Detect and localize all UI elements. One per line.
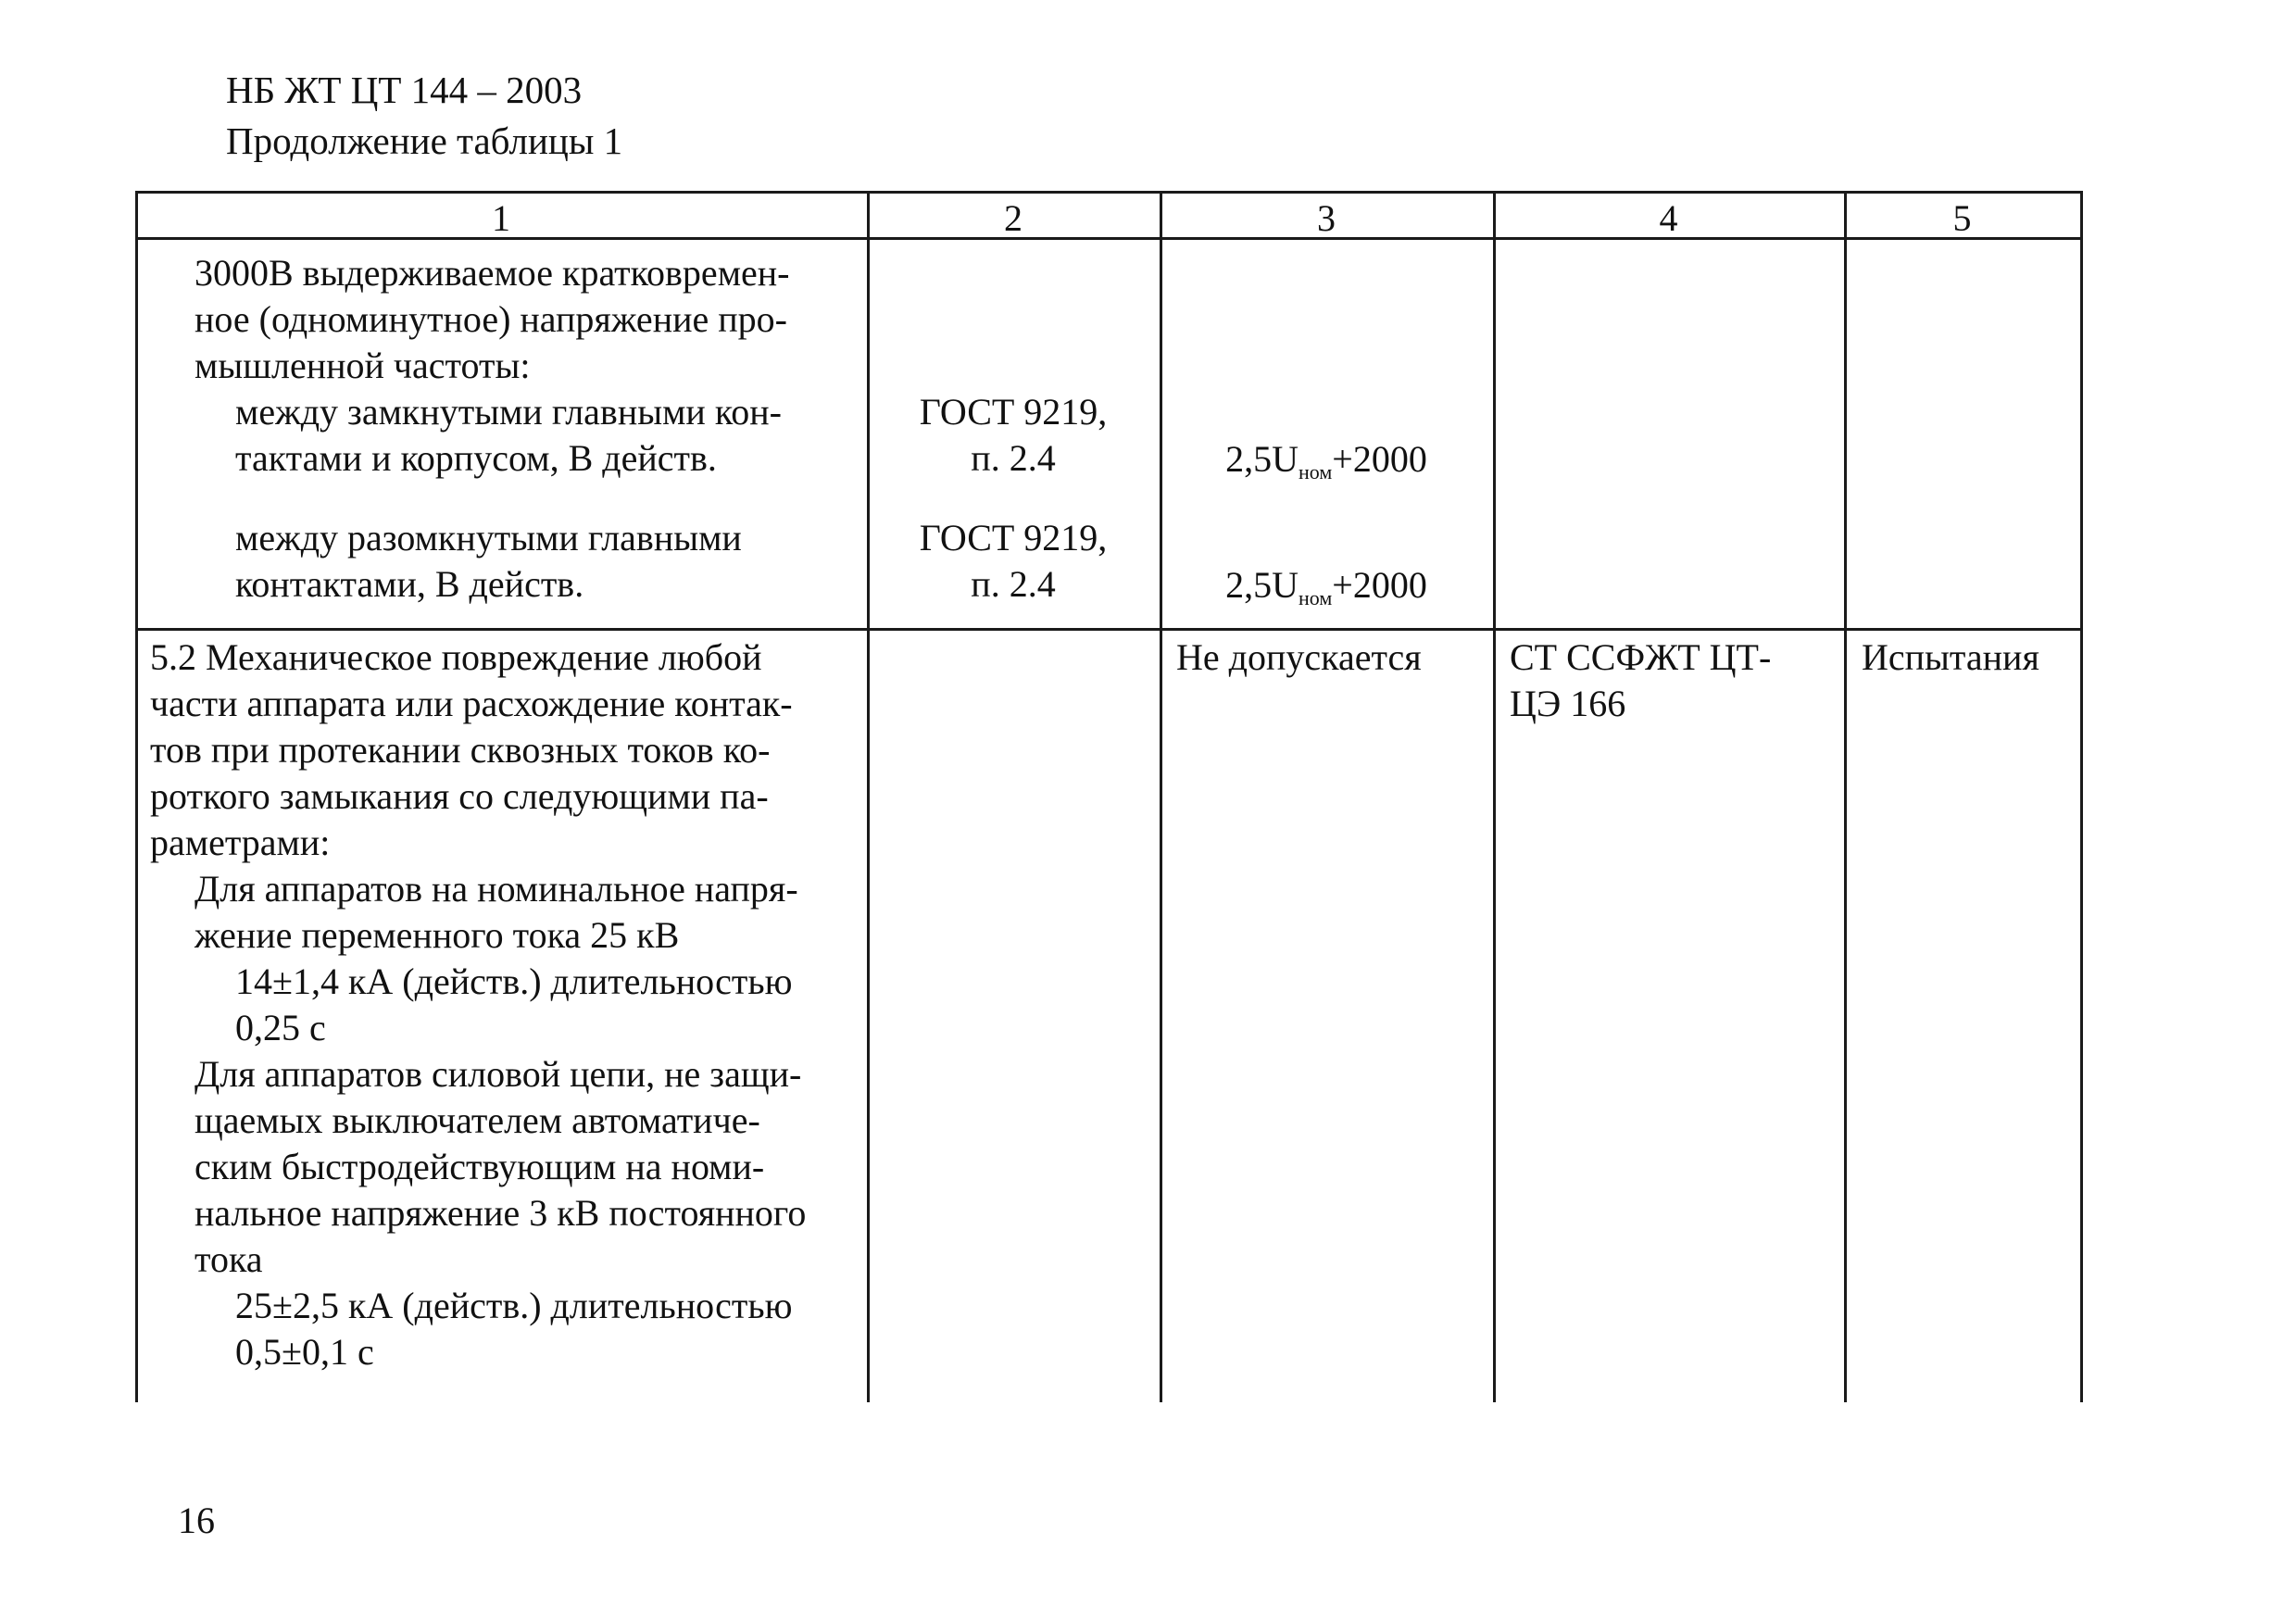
row2-col3-norm: Не допускается — [1176, 636, 1422, 678]
column-number-2: 2 — [1004, 197, 1023, 239]
table-top-border — [135, 191, 2083, 194]
row2-col1-dc-value: 25±2,5 кА (действ.) длительностью 0,5±0,1 с — [235, 1285, 793, 1373]
row1-col3-value-1: $2,5U_{ном}+2000$ — [1225, 438, 1427, 483]
requirements-table — [135, 191, 2083, 1402]
column-number-5: 5 — [1952, 197, 1972, 239]
column-divider-2 — [1160, 191, 1162, 1402]
page-header — [226, 65, 622, 167]
row2-col1-ac-apparatus: Для аппаратов на номинальное напря- жение переменного тока 25 кВ — [194, 868, 798, 956]
row-divider — [135, 628, 2083, 631]
document-code: НБ ЖТ ЦТ 144 – 2003 — [226, 69, 583, 111]
table-continuation-title: Продолжение таблицы 1 — [226, 119, 623, 162]
row1-col3-value-2: $2,5U_{ном}+2000$ — [1225, 564, 1427, 609]
column-number-4: 4 — [1659, 197, 1678, 239]
column-number-3: 3 — [1317, 197, 1336, 239]
column-divider-4 — [1844, 191, 1847, 1402]
row1-col1-item-open-contacts: между разомкнутыми главными контактами, В действ. — [235, 517, 742, 605]
table-left-border — [135, 191, 138, 1402]
row2-col1-description: 5.2 Механическое повреждение любой части аппарата или расхождение контак- тов при протекании сквозных токов ко- роткого замыкания со следующими па- раметрами: — [150, 636, 793, 863]
column-divider-1 — [867, 191, 870, 1402]
table-right-border — [2080, 191, 2083, 1402]
row1-col2-ref-1: ГОСТ 9219, п. 2.4 — [919, 391, 1108, 479]
page-number: 16 — [178, 1500, 215, 1541]
row1-col2-ref-2: ГОСТ 9219, п. 2.4 — [919, 517, 1108, 605]
row2-col1-ac-value: 14±1,4 кА (действ.) длительностью 0,25 с — [235, 960, 793, 1048]
row2-col4-standard: СТ ССФЖТ ЦТ- ЦЭ 166 — [1510, 636, 1772, 724]
row2-col1-dc-apparatus: Для аппаратов силовой цепи, не защи- щаемых выключателем автоматиче- ским быстродействующим на номи- нальное напряжение 3 кВ постоянного тока — [194, 1053, 807, 1280]
row2-col5-control: Испытания — [1862, 636, 2039, 678]
column-number-1: 1 — [492, 197, 510, 239]
row1-col1-item-closed-contacts: между замкнутыми главными кон- тактами и корпусом, В действ. — [235, 391, 782, 479]
column-divider-3 — [1493, 191, 1496, 1402]
row1-col1-intro: 3000В выдерживаемое кратковремен- ное (одноминутное) напряжение про- мышленной частоты: — [194, 252, 790, 386]
